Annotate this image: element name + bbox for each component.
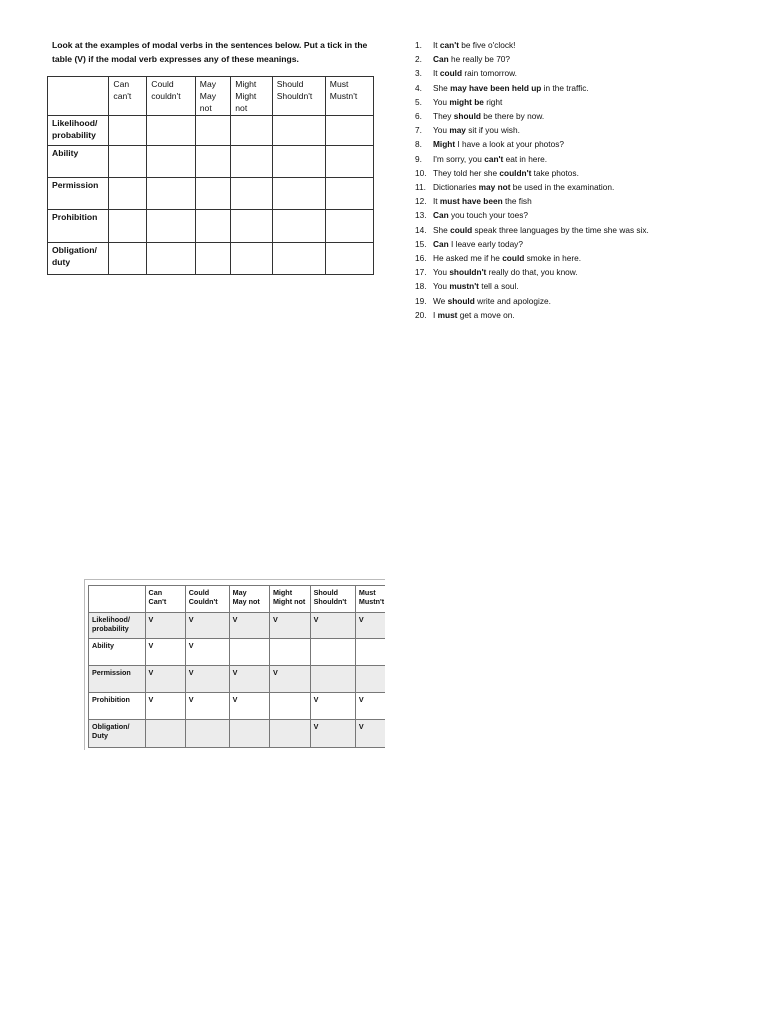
tick-mark: V (269, 613, 310, 639)
answer-row-header: Obligation/ Duty (89, 720, 146, 748)
modal-verb: should (447, 295, 475, 306)
sentence-post: you touch your toes? (448, 210, 529, 221)
column-header: Must Mustn't (325, 77, 373, 116)
answer-key-image (84, 579, 385, 750)
corner-cell (48, 77, 109, 116)
answer-column-header: Must Mustn't (355, 586, 385, 613)
tick-cell[interactable] (325, 116, 373, 146)
sentence-text (433, 237, 523, 251)
sentence-item (415, 66, 760, 80)
sentence-post: the fish (502, 196, 532, 207)
tick-mark (355, 666, 385, 693)
sentence-text (433, 208, 528, 222)
sentence-text (433, 279, 519, 293)
sentence-text (433, 223, 649, 237)
column-header: Could couldn't (147, 77, 196, 116)
answer-row (89, 693, 386, 720)
sentence-post: he really be 70? (448, 54, 511, 65)
sentence-text (433, 152, 547, 166)
tick-mark: V (185, 693, 229, 720)
sentence-post: really do that, you know. (486, 267, 578, 278)
sentence-item (415, 152, 760, 166)
tick-mark: V (310, 720, 355, 748)
answer-row (89, 666, 386, 693)
sentence-number: 2. (415, 54, 422, 65)
sentence-item (415, 251, 760, 265)
sentence-item (415, 166, 760, 180)
sentence-number: 10. (415, 167, 427, 178)
sentence-pre: She (433, 224, 451, 235)
sentence-item (415, 95, 760, 109)
modal-verb: should (453, 111, 481, 122)
answer-column-header: May May not (229, 586, 269, 613)
sentence-number: 6. (415, 111, 422, 122)
tick-mark: V (229, 613, 269, 639)
sentence-pre: It (433, 40, 440, 50)
tick-mark (310, 639, 355, 666)
tick-mark: V (145, 693, 185, 720)
tick-cell[interactable] (109, 210, 147, 243)
exercise-row (48, 178, 374, 210)
tick-cell[interactable] (231, 243, 272, 275)
tick-cell[interactable] (272, 116, 325, 146)
sentence-post: right (483, 96, 503, 107)
sentence-post: write and apologize. (474, 295, 551, 306)
answer-row-header: Ability (89, 639, 146, 666)
tick-mark: V (145, 666, 185, 693)
modal-verb: Might (433, 139, 456, 150)
tick-cell[interactable] (147, 210, 196, 243)
tick-cell[interactable] (147, 116, 196, 146)
tick-mark (269, 720, 310, 748)
tick-mark: V (185, 666, 229, 693)
tick-mark: V (145, 613, 185, 639)
sentence-text (433, 137, 564, 151)
answer-row-header: Permission (89, 666, 146, 693)
sentence-text (433, 123, 520, 137)
sentence-number: 4. (415, 82, 422, 93)
modal-verb: might be (449, 96, 484, 107)
sentence-item (415, 279, 760, 293)
answer-row (89, 613, 386, 639)
sentence-post: get a move on. (457, 309, 515, 320)
sentence-text (433, 294, 551, 308)
tick-cell[interactable] (109, 178, 147, 210)
sentence-pre: You (433, 125, 450, 136)
tick-cell[interactable] (109, 146, 147, 178)
sentence-pre: I'm sorry, you (433, 153, 485, 164)
tick-cell[interactable] (147, 146, 196, 178)
answer-row-header: Likelihood/ probability (89, 613, 146, 639)
sentence-number: 15. (415, 238, 427, 249)
tick-cell[interactable] (147, 243, 196, 275)
sentence-pre: It (433, 196, 440, 207)
sentence-post: eat in here. (503, 153, 548, 164)
tick-mark: V (310, 613, 355, 639)
tick-cell[interactable] (325, 210, 373, 243)
tick-cell[interactable] (195, 146, 231, 178)
column-header: Might Might not (231, 77, 272, 116)
tick-cell[interactable] (109, 116, 147, 146)
modal-verb: may have been held up (450, 82, 542, 93)
answer-column-header: Might Might not (269, 586, 310, 613)
modal-verb: Can (433, 238, 449, 249)
tick-mark (269, 639, 310, 666)
corner-cell (89, 586, 146, 613)
tick-cell[interactable] (195, 178, 231, 210)
sentence-text (433, 308, 515, 322)
modal-verb: mustn't (449, 281, 479, 292)
tick-mark: V (355, 613, 385, 639)
exercise-row (48, 146, 374, 178)
sentence-post: be there by now. (480, 111, 545, 122)
tick-cell[interactable] (325, 146, 373, 178)
tick-cell[interactable] (231, 178, 272, 210)
answer-column-header: Can Can't (145, 586, 185, 613)
sentence-number: 13. (415, 210, 427, 221)
sentence-pre: It (433, 68, 440, 79)
sentence-post: in the traffic. (541, 82, 589, 93)
modal-verb: must have been (439, 196, 503, 207)
tick-mark: V (185, 613, 229, 639)
modal-verb: Can (433, 54, 449, 65)
tick-mark: V (145, 639, 185, 666)
tick-mark: V (310, 693, 355, 720)
tick-cell[interactable] (231, 116, 272, 146)
sentence-pre: You (433, 281, 450, 292)
exercise-table (47, 76, 374, 275)
sentence-number: 3. (415, 68, 422, 79)
tick-mark: V (229, 693, 269, 720)
exercise-row (48, 243, 374, 275)
answer-key-table (88, 585, 385, 748)
tick-cell[interactable] (231, 210, 272, 243)
tick-cell[interactable] (109, 243, 147, 275)
instructions: Look at the examples of modal verbs in the sentences below. Put a tick in the table (V) if the modal verb expresses any of these meanings. (52, 40, 368, 64)
sentence-text (433, 180, 614, 194)
tick-mark: V (355, 693, 385, 720)
sentence-post: be used in the examination. (510, 182, 615, 193)
answer-header-row (89, 586, 386, 613)
modal-verb: could (450, 224, 473, 235)
sentence-number: 8. (415, 139, 422, 150)
sentence-text (433, 251, 581, 265)
sentence-item (415, 109, 760, 123)
tick-mark (355, 639, 385, 666)
sentence-item (415, 194, 760, 208)
tick-cell[interactable] (272, 178, 325, 210)
tick-mark (145, 720, 185, 748)
tick-mark: V (185, 639, 229, 666)
sentence-post: I leave early today? (448, 238, 523, 249)
tick-mark (310, 666, 355, 693)
sentence-number: 9. (415, 153, 422, 164)
sentence-list (415, 38, 760, 322)
modal-verb: Can (433, 210, 449, 221)
sentence-text (433, 265, 578, 279)
sentence-number: 1. (415, 40, 422, 50)
row-header: Permission (48, 178, 109, 210)
sentence-item (415, 294, 760, 308)
sentence-item (415, 38, 760, 52)
modal-verb: may not (478, 182, 511, 193)
sentence-number: 17. (415, 267, 427, 278)
tick-cell[interactable] (195, 210, 231, 243)
modal-verb: can't (439, 40, 459, 50)
tick-mark (229, 720, 269, 748)
tick-mark (269, 693, 310, 720)
sentence-text (433, 38, 515, 52)
column-header: May May not (195, 77, 231, 116)
sentence-text (433, 66, 517, 80)
answer-column-header: Could Couldn't (185, 586, 229, 613)
column-header: Can can't (109, 77, 147, 116)
sentence-pre: They told her she (433, 167, 500, 178)
sentence-item (415, 208, 760, 222)
sentence-number: 7. (415, 125, 422, 136)
tick-mark: V (229, 666, 269, 693)
sentence-post: be five o'clock! (458, 40, 516, 50)
tick-cell[interactable] (147, 178, 196, 210)
sentence-pre: She (433, 82, 451, 93)
sentence-pre: Dictionaries (433, 182, 479, 193)
sentence-pre: He asked me if he (433, 253, 503, 264)
tick-cell[interactable] (272, 146, 325, 178)
sentence-number: 14. (415, 224, 427, 235)
row-header: Prohibition (48, 210, 109, 243)
sentence-item (415, 81, 760, 95)
modal-verb: may (449, 125, 466, 136)
modal-verb: must (437, 309, 458, 320)
answer-row (89, 639, 386, 666)
sentence-post: smoke in here. (524, 253, 582, 264)
tick-mark (185, 720, 229, 748)
tick-cell[interactable] (195, 243, 231, 275)
sentence-item (415, 137, 760, 151)
sentence-pre: I (433, 309, 438, 320)
sentence-item (415, 52, 760, 66)
sentence-post: I have a look at your photos? (455, 139, 564, 150)
sentence-number: 5. (415, 96, 422, 107)
sentence-number: 16. (415, 253, 427, 264)
sentence-item (415, 123, 760, 137)
sentence-post: sit if you wish. (465, 125, 520, 136)
answer-row-header: Prohibition (89, 693, 146, 720)
sentence-text (433, 95, 502, 109)
modal-verb: couldn't (499, 167, 532, 178)
sentence-text (433, 109, 544, 123)
tick-mark (229, 639, 269, 666)
modal-verb: can't (484, 153, 504, 164)
sentence-item (415, 265, 760, 279)
sentence-number: 20. (415, 309, 427, 320)
tick-cell[interactable] (272, 243, 325, 275)
tick-cell[interactable] (325, 178, 373, 210)
sentence-pre: You (433, 96, 450, 107)
modal-verb: could (502, 253, 525, 264)
answer-row (89, 720, 386, 748)
row-header: Likelihood/ probability (48, 116, 109, 146)
modal-verb: shouldn't (449, 267, 487, 278)
sentence-number: 12. (415, 196, 427, 207)
exercise-header-row (48, 77, 374, 116)
column-header: Should Shouldn't (272, 77, 325, 116)
sentence-number: 18. (415, 281, 427, 292)
sentence-number: 19. (415, 295, 427, 306)
exercise-row (48, 210, 374, 243)
sentence-post: rain tomorrow. (462, 68, 517, 79)
sentence-item (415, 223, 760, 237)
tick-mark: V (355, 720, 385, 748)
sentence-text (433, 52, 510, 66)
tick-cell[interactable] (272, 210, 325, 243)
modal-verb: could (439, 68, 463, 79)
sentence-text (433, 194, 532, 208)
row-header: Obligation/ duty (48, 243, 109, 275)
answer-column-header: Should Shouldn't (310, 586, 355, 613)
sentence-item (415, 237, 760, 251)
sentence-pre: We (433, 295, 448, 306)
sentence-text (433, 81, 589, 95)
tick-cell[interactable] (195, 116, 231, 146)
exercise-row (48, 116, 374, 146)
sentence-post: speak three languages by the time she was six. (472, 224, 649, 235)
tick-mark: V (269, 666, 310, 693)
sentence-item (415, 308, 760, 322)
tick-cell[interactable] (325, 243, 373, 275)
sentence-pre: They (433, 111, 454, 122)
sentence-item (415, 180, 760, 194)
tick-cell[interactable] (231, 146, 272, 178)
sentence-text (433, 166, 579, 180)
sentence-post: take photos. (531, 167, 579, 178)
sentence-number: 11. (415, 182, 426, 193)
sentence-pre: You (433, 267, 450, 278)
sentence-post: tell a soul. (478, 281, 519, 292)
row-header: Ability (48, 146, 109, 178)
